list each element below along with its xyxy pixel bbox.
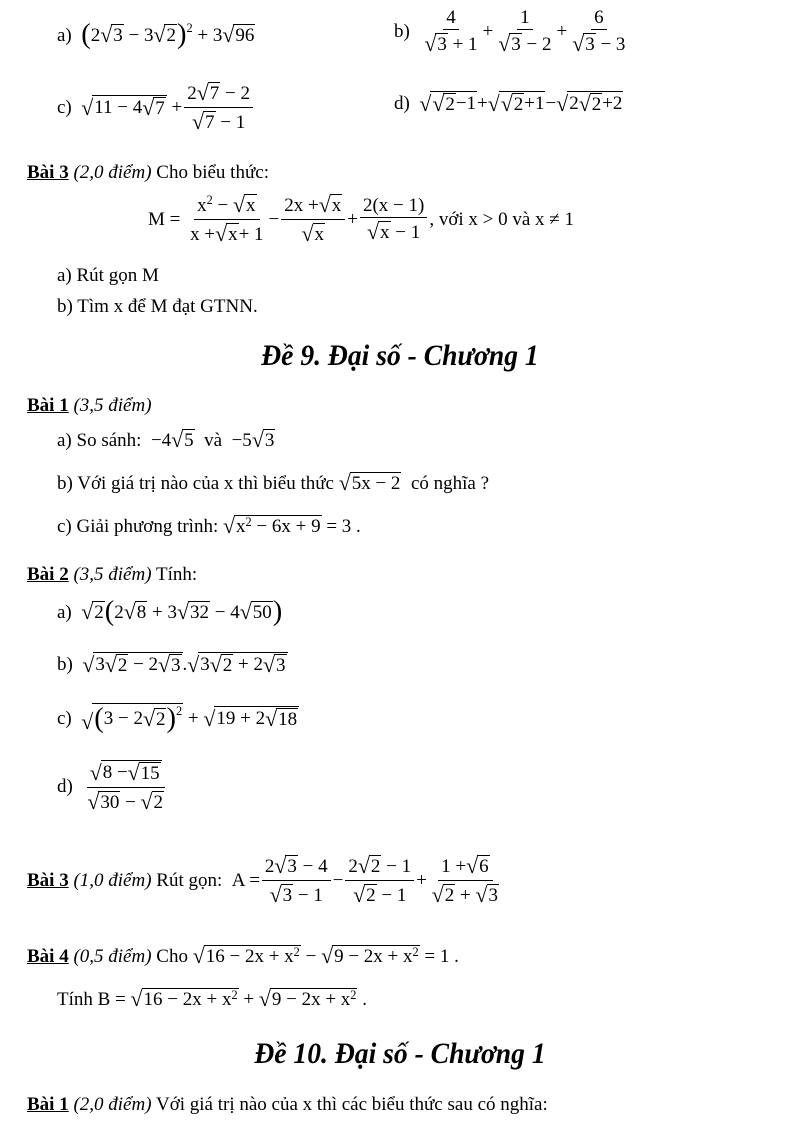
item-label: a) — [57, 24, 72, 46]
item-label: d) — [394, 92, 410, 114]
item-label: c) — [57, 97, 72, 119]
de10-bai1-title: Bài 1 (2,0 điểm) Với giá trị nào của x thì các biểu thức sau có nghĩa: — [27, 1094, 548, 1115]
item-a-top: a) ( 2 √ 3 − 3 √ 2 ) 2 + 3 √ 96 — [57, 19, 255, 50]
de9-bai4-tinh: Tính B = √ 16 − 2x + x 2 + √ 9 − 2x + x 2 . — [57, 987, 367, 1012]
de9-bai3: Bài 3 (1,0 điểm) Rút gọn: A = 2 √ 3 − 4 √ 3 − 1 − 2 √ 2 − 1 √ 2 − 1 + 1 + √ 6 √ 2 + √ 3 — [27, 854, 499, 907]
de9-bai2-c: c) √ ( 3 − 2 √ 2 ) 2 + √ 19 + 2 √ 18 — [57, 703, 298, 734]
item-label: b) — [394, 21, 410, 43]
de9-bai2-title: Bài 2 (3,5 điểm) Tính: — [27, 564, 198, 585]
de9-bai2-b: b) √ 3 √ 2 − 2 √ 3 . √ 3 √ 2 + 2 √ 3 — [57, 653, 286, 678]
de10-heading: Đề 10. Đại số - Chương 1 — [254, 1037, 546, 1070]
de9-bai1-b: b) Với giá trị nào của x thì biểu thức √ 5x − 2 có nghĩa ? — [57, 471, 490, 496]
de9-bai4: Bài 4 (0,5 điểm) Cho √ 16 − 2x + x 2 − √ 9 − 2x + x 2 = 1 . — [27, 944, 459, 969]
item-d-top: d) √ √ 2 −1 + √ √ 2 +1 − √ 2 √ 2 +2 — [394, 92, 623, 117]
bai3-top-expression: M = x 2 − √ x x + √ x + 1 − 2x + √ x √ x + 2(x − 1) √ x − 1 , với x > 0 và x ≠ 1 — [148, 193, 574, 246]
item-c-top: c) √ 11 − 4 √ 7 + 2 √ 7 − 2 √ 7 − 1 — [57, 82, 255, 134]
de9-bai1-c: c) Giải phương trình: √ x 2 − 6x + 9 = 3 . — [57, 514, 361, 539]
de9-bai2-d: d) √ 8 − √ 15 √ 30 − √ 2 — [57, 761, 164, 814]
de9-heading: Đề 9. Đại số - Chương 1 — [261, 339, 539, 372]
de9-bai2-a: a) √ 2 ( 2 √ 8 + 3 √ 32 − 4 √ 50 ) — [57, 596, 283, 627]
item-b-top: b) 4 √ 3 + 1 + 1 √ 3 − 2 + 6 √ 3 − 3 — [394, 7, 626, 57]
bai3-top-title: Bài 3 (2,0 điểm) Cho biểu thức: — [27, 162, 269, 183]
bai3-top-b: b) Tìm x để M đạt GTNN. — [57, 296, 258, 317]
de9-bai1-a: a) So sánh: −4 √ 5 và −5 √ 3 — [57, 428, 275, 453]
de9-bai1-title: Bài 1 (3,5 điểm) — [27, 395, 152, 416]
bai3-top-a: a) Rút gọn M — [57, 265, 159, 286]
